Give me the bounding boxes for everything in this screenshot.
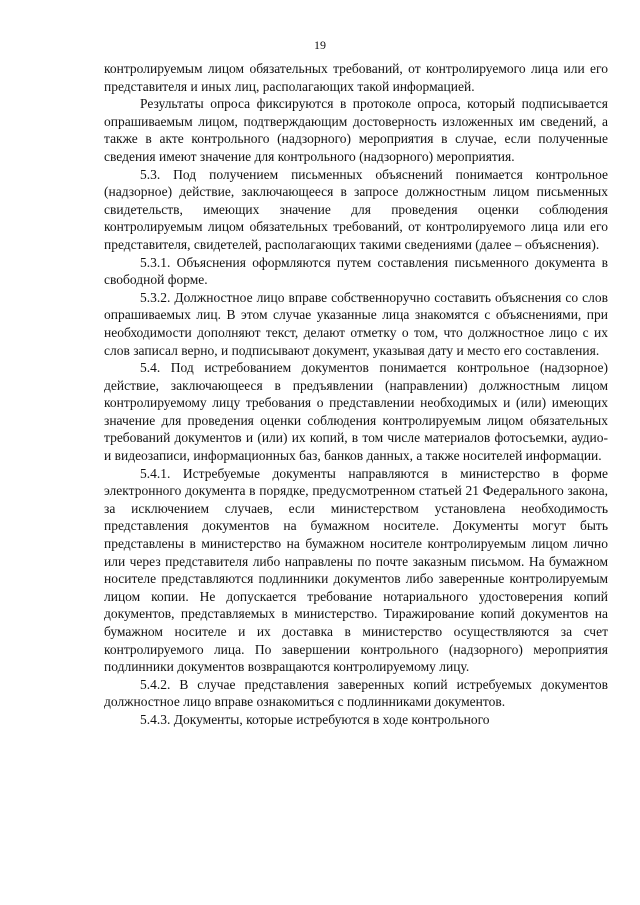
paragraph: 5.3.2. Должностное лицо вправе собственноручно составить объяснения со слов опрашиваемых лиц. В этом случае указанные лица знакомятся с объяснениями, при необходимости дополняют текст, делают отметку о том, что должностное лицо с их слов записал верно, и подписывают документ, указывая дату и место его составления. (104, 289, 608, 358)
paragraph: 5.3. Под получением письменных объяснений понимается контрольное (надзорное) действие, заключающееся в запросе должностным лицом письменных свидетельств, имеющих значение для проведения оценки соблюдения контролируемым лицом обязательных требований, от контролируемого лица или его представителя, свидетелей, располагающих такими сведениями (далее – объяснения). (104, 166, 608, 252)
document-body (104, 60, 608, 729)
paragraph: Результаты опроса фиксируются в протоколе опроса, который подписывается опрашиваемым лицом, подтверждающим достоверность изложенных им сведений, а также в акте контрольного (надзорного) мероприятия в случае, если полученные сведения имеют значение для контрольного (надзорного) мероприятия. (104, 96, 608, 164)
paragraph: 5.4.1. Истребуемые документы направляются в министерство в форме электронного документа в порядке, предусмотренном статьей 21 Федерального закона, за исключением случаев, если министерством установлена необходимость представления документов на бумажном носителе. Документы могут быть представлены в министерство на бумажном носителе контролируемым лицом лично или через представителя либо направлены по почте заказным письмом. На бумажном носителе представляются подлинники документов либо заверенные контролируемым лицом копии. Не допускается требование нотариального удостоверения копий документов, представляемых в министерство. Тиражирование копий документов на бумажном носителе и их доставка в министерство осуществляются за счет контролируемого лица. По завершении контрольного (надзорного) мероприятия подлинники документов возвращаются контролируемому лицу. (104, 465, 608, 675)
paragraph: 5.4. Под истребованием документов понимается контрольное (надзорное) действие, заключающееся в предъявлении (направлении) должностным лицом контролируемому лицу требования о представлении необходимых и (или) имеющих значение для проведения оценки соблюдения контролируемым лицом обязательных требований документов и (или) их копий, в том числе материалов фотосъемки, аудио- и видеозаписи, информационных баз, банков данных, а также носителей информации. (104, 360, 608, 464)
page-number: 19 (314, 38, 326, 52)
paragraph: 5.4.2. В случае представления заверенных копий истребуемых документов должностное лицо вправе ознакомиться с подлинниками документов. (104, 676, 608, 710)
paragraph: контролируемым лицом обязательных требований, от контролируемого лица или его представителя и иных лиц, располагающих такой информацией. (104, 61, 608, 94)
paragraph: 5.4.3. Документы, которые истребуются в ходе контрольного (140, 711, 490, 727)
paragraph: 5.3.1. Объяснения оформляются путем составления письменного документа в свободной форме. (104, 254, 608, 288)
